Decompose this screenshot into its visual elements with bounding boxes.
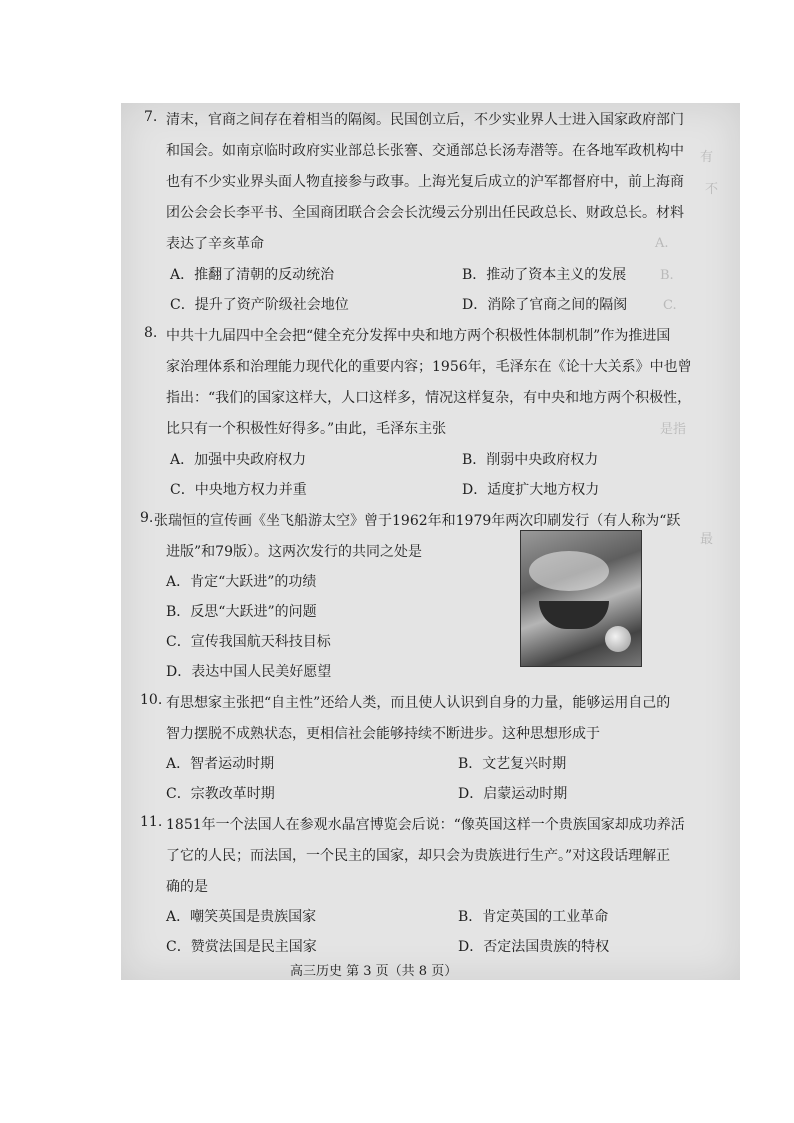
q8-line: 指出：“我们的国家这样大，人口这样多，情况这样复杂，有中央和地方两个积极性，: [166, 390, 692, 406]
q9-option-a: A．肯定“大跃进”的功绩: [166, 574, 317, 590]
bleed-through-mark: 不: [705, 182, 719, 197]
q11-line: 确的是: [166, 879, 208, 895]
q9-number: 9.: [140, 510, 154, 526]
q11-option-b: B．肯定英国的工业革命: [458, 909, 609, 925]
q9-line: 进版”和79版）。这两次发行的共同之处是: [166, 544, 422, 560]
q11-line: 了它的人民；而法国，一个民主的国家，却只会为贵族进行生产。”对这段话理解正: [166, 848, 671, 864]
q8-line: 中共十九届四中全会把“健全充分发挥中央和地方两个积极性体制机制”作为推进国: [166, 328, 671, 344]
q10-line: 有思想家主张把“自主性”还给人类，而且使人认识到自身的力量，能够运用自己的: [166, 695, 671, 711]
q8-line: 比只有一个积极性好得多。”由此，毛泽东主张: [166, 421, 447, 437]
q8-number: 8.: [144, 325, 158, 341]
q8-option-d: D．适度扩大地方权力: [462, 482, 600, 498]
q10-option-d: D．启蒙运动时期: [458, 786, 568, 802]
bleed-through-mark: 有: [700, 150, 714, 165]
q7-line: 团公会会长李平书、全国商团联合会会长沈缦云分别出任民政总长、财政总长。材料: [166, 205, 684, 221]
q10-option-a: A．智者运动时期: [166, 756, 275, 772]
q11-option-d: D．否定法国贵族的特权: [458, 939, 610, 955]
q7-line: 和国会。如南京临时政府实业部总长张謇、交通部总长汤寿潜等。在各地军政机构中: [166, 143, 684, 159]
q7-line: 也有不少实业界头面人物直接参与政事。上海光复后成立的沪军都督府中，前上海商: [166, 174, 684, 190]
q9-option-d: D．表达中国人民美好愿望: [166, 664, 332, 680]
poster-spaceship: [539, 601, 609, 629]
q11-option-c: C．赞赏法国是民主国家: [166, 939, 317, 955]
q7-option-b: B．推动了资本主义的发展: [462, 267, 627, 283]
q8-option-b: B．削弱中央政府权力: [462, 452, 599, 468]
q10-option-c: C．宗教改革时期: [166, 786, 275, 802]
q11-line: 1851年一个法国人在参观水晶宫博览会后说：“像英国这样一个贵族国家却成功养活: [166, 817, 685, 833]
propaganda-poster-image: [520, 530, 642, 667]
q7-line: 表达了辛亥革命: [166, 236, 264, 252]
q7-option-a: A．推翻了清朝的反动统治: [170, 267, 335, 283]
poster-cloud: [529, 551, 609, 591]
poster-planet: [605, 626, 631, 652]
q10-number: 10.: [140, 692, 163, 708]
q7-option-d: D．消除了官商之间的隔阂: [462, 297, 628, 313]
q11-number: 11.: [140, 814, 163, 830]
q7-line: 清末，官商之间存在着相当的隔阂。民国创立后，不少实业界人士进入国家政府部门: [166, 112, 684, 128]
bleed-through-mark: 最: [700, 532, 714, 547]
bleed-through-mark: 是指: [660, 422, 687, 437]
q11-option-a: A．嘲笑英国是贵族国家: [166, 909, 317, 925]
q8-option-c: C．中央地方权力并重: [170, 482, 307, 498]
bleed-through-mark: B.: [660, 268, 674, 283]
page-footer: 高三历史 第 3 页（共 8 页）: [290, 964, 458, 979]
q8-line: 家治理体系和治理能力现代化的重要内容；1956年，毛泽东在《论十大关系》中也曾: [166, 359, 692, 375]
q9-option-c: C．宣传我国航天科技目标: [166, 634, 331, 650]
q9-line: 张瑞恒的宣传画《坐飞船游太空》曾于1962年和1979年两次印刷发行（有人称为“跃: [154, 513, 681, 529]
q8-option-a: A．加强中央政府权力: [170, 452, 307, 468]
q9-option-b: B．反思“大跃进”的问题: [166, 604, 317, 620]
q7-number: 7.: [144, 109, 158, 125]
bleed-through-mark: C.: [663, 298, 677, 313]
q10-option-b: B．文艺复兴时期: [458, 756, 567, 772]
q10-line: 智力摆脱不成熟状态，更相信社会能够持续不断进步。这种思想形成于: [166, 726, 600, 742]
q7-option-c: C．提升了资产阶级社会地位: [170, 297, 349, 313]
bleed-through-mark: A.: [655, 236, 669, 251]
